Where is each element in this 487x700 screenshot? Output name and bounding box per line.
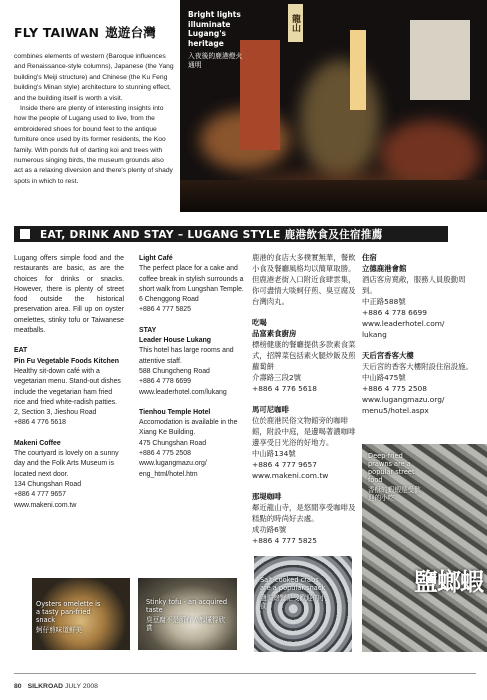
- header-title-zh: 遨遊台灣: [105, 25, 157, 40]
- page-footer: [14, 683, 98, 690]
- section-band: [14, 226, 448, 242]
- col4-desc-1: 酒店客房寬敞，服務人員殷勤周到。: [362, 275, 466, 295]
- col2-desc-2: This hotel has large rooms and attentive staff.: [139, 347, 234, 365]
- intro-paragraph-2: Inside there are plenty of interesting insights into how the people of Lugang used to live, from the embroidered shoes for bound feet to the antique furniture once used by its former residents, the Koo family. With ponds full of darting koi and trees with numerous singing birds, the museum grounds also act as a relaxing diversion and there's plenty of shady spots in which to rest.: [14, 105, 173, 185]
- col4-web-1a[interactable]: www.leaderhotel.com/: [362, 319, 445, 328]
- p2-caption-en: Stinky tofu - an acquired taste: [146, 598, 228, 614]
- col1-desc-1: Healthy sit-down café with a vegetarian menu. Stand-out dishes include the vegetarian ham fried rice and fried white-radish patties.: [14, 367, 121, 406]
- col4-tel-2: +886 4 775 2508: [362, 384, 427, 393]
- col4-desc-2: 天后宮的香客大樓附設住宿設施。: [362, 362, 473, 371]
- col4-section: 住宿: [362, 253, 377, 262]
- col3-desc-1: 標榜健康的餐廳提供多款素食菜式，招牌菜包括素火腿炒飯及煎蘿蔔餅: [252, 340, 356, 371]
- photo-caption-zh: 入夜後的鹿港燈火通明: [188, 52, 243, 69]
- col4-addr-2: 中山路475號: [362, 373, 406, 382]
- col3-name-1: 品富素食廚房: [252, 329, 297, 338]
- col2-section: STAY: [139, 326, 157, 334]
- p2-caption-zh: 臭豆腐不是所有人都懂得欣賞: [146, 616, 226, 632]
- page-number: 80: [14, 683, 22, 690]
- col2-addr-2: 588 Chungcheng Road: [139, 367, 210, 375]
- col2-addr-3: 475 Chungshan Road: [139, 439, 207, 447]
- header-title-en: FLY TAIWAN: [14, 25, 100, 40]
- col4-name-2: 天后宮香客大樓: [362, 351, 414, 360]
- intro-paragraph-1: combines elements of western (Baroque influences and Renaissance-style columns), Japanese (the Yang building's Meiji structure) and Chinese (the Ku Feng building's Minan style) architecture to stunning effect, and the building itself is worth a visit.: [14, 53, 174, 102]
- col1-section: EAT: [14, 347, 28, 355]
- fried-prawns-photo: [362, 444, 487, 652]
- col1-name-2: Makeni Coffee: [14, 439, 61, 447]
- p3-caption-en: Salt-cooked crabs are a popular snack: [260, 576, 326, 592]
- col3-web-2[interactable]: www.makeni.com.tw: [252, 471, 329, 480]
- night-street-photo: [180, 0, 487, 212]
- col1-tel-2: +886 4 777 9657: [14, 491, 66, 499]
- col4-web-2a[interactable]: www.lugangmazu.org/: [362, 395, 445, 404]
- col3-desc-3: 鄰近龍山寺，是悠閒享受咖啡及糕點的時尚好去處。: [252, 503, 356, 523]
- col4-web-2b[interactable]: menu5/hotel.aspx: [362, 406, 429, 415]
- stinky-tofu-photo: [138, 578, 237, 650]
- footer-rule: [14, 673, 476, 674]
- col2-tel-2: +886 4 778 6699: [139, 378, 191, 386]
- col3-intro: 鹿港的食店大多樸實無華，餐飲小食及餐廳風格均以簡單取勝。但鹿港老街入口附近食肆雲集，你可盡情大啖蚵仔煎、臭豆腐及台灣肉丸。: [252, 253, 356, 306]
- band-title-en: EAT, DRINK AND STAY – LUGANG STYLE: [40, 229, 281, 241]
- col3-name-2: 馬可尼咖啡: [252, 405, 289, 414]
- col4-web-1b[interactable]: lukang: [362, 330, 387, 339]
- oyster-omelette-photo: [32, 578, 130, 650]
- col4-addr-1: 中正路588號: [362, 297, 406, 306]
- col3-addr-1: 介壽路三段2號: [252, 373, 302, 382]
- col3-tel-1: +886 4 776 5618: [252, 384, 317, 393]
- col2-web-3b[interactable]: eng_html/hotel.htm: [139, 470, 198, 478]
- col3-addr-3: 成功路6號: [252, 525, 287, 534]
- column-4: [362, 252, 480, 416]
- band-title-zh: 鹿港飲食及住宿推薦: [284, 229, 383, 241]
- col1-addr-2: 134 Chungshan Road: [14, 480, 82, 488]
- photo-caption-en: Bright lights illuminate Lugang's heritage: [188, 10, 241, 48]
- col2-desc-3: Accomodation is available in the Xiang Ke Building.: [139, 419, 238, 437]
- col1-addr-1: 2, Section 3, Jieshou Road: [14, 409, 97, 417]
- col3-tel-3: +886 4 777 5825: [252, 536, 317, 545]
- col1-tel-1: +886 4 776 5618: [14, 419, 66, 427]
- col2-tel-3: +886 4 775 2508: [139, 450, 191, 458]
- column-1: [14, 254, 124, 511]
- col3-section: 吃喝: [252, 318, 267, 327]
- salt-crabs-photo: [254, 556, 352, 652]
- col2-name-1: Light Café: [139, 255, 173, 262]
- intro-text: [14, 52, 174, 187]
- column-2: [139, 254, 251, 480]
- col2-desc-1: The perfect place for a cake and coffee break in stylish surrounds a short walk from Lungshan Temple.: [139, 265, 244, 293]
- col2-name-3: Tienhou Temple Hotel: [139, 408, 211, 416]
- issue-date: JULY 2008: [64, 683, 98, 690]
- col3-desc-2: 位於鹿港民俗文物館旁的咖啡館，附設中庭，是邊喝著濃咖啡邊享受日光浴的好地方。: [252, 416, 356, 447]
- p1-caption-zh: 蚵仔煎味道鮮美: [36, 626, 83, 634]
- temple-sign: 龍山: [288, 4, 303, 42]
- photo-caption: [188, 10, 248, 69]
- col3-tel-2: +886 4 777 9657: [252, 460, 317, 469]
- p3-caption-zh: 鹽焗螃蟹是受歡迎的小食: [260, 594, 326, 610]
- col1-intro: Lugang offers simple food and the restaurants are basic, as are the choices for drinks or snacks. However, there is plenty of street food outside the historical preservation area. Fill up on oyster omelettes, stinky tofu or Taiwanese meatballs.: [14, 255, 124, 335]
- magazine-name: SILKROAD: [27, 683, 64, 690]
- band-square-icon: [20, 229, 30, 239]
- p4-caption-en: Deep-fried prawns are a popular street food: [368, 452, 415, 484]
- col2-addr-1: 6 Chenggong Road: [139, 296, 199, 304]
- col1-name-1: Pin Fu Vegetable Foods Kitchen: [14, 357, 119, 365]
- col2-web-3a[interactable]: www.lugangmazu.org/: [139, 460, 207, 468]
- col3-name-3: 那堤咖啡: [252, 492, 282, 501]
- p4-caption-zh: 香酥的蝦蝦是受歡迎的小吃: [368, 486, 421, 502]
- prawn-sign-text: 鹽螂蝦: [414, 568, 483, 596]
- col2-name-2: Leader House Lukang: [139, 337, 211, 345]
- col4-tel-1: +886 4 778 6699: [362, 308, 427, 317]
- col2-web-2[interactable]: www.leaderhotel.com/lukang: [139, 388, 227, 396]
- col1-desc-2: The courtyard is lovely on a sunny day and the Folk Arts Museum is located next door.: [14, 450, 119, 478]
- column-3: [252, 252, 356, 546]
- p1-caption-en: Oysters omelette is a tasty pan-fried snack: [36, 600, 101, 624]
- col1-web-2[interactable]: www.makeni.com.tw: [14, 501, 77, 509]
- col3-addr-2: 中山路134號: [252, 449, 296, 458]
- col2-tel-1: +886 4 777 5825: [139, 306, 191, 314]
- col4-name-1: 立德鹿港會館: [362, 264, 407, 273]
- section-header: [14, 23, 156, 41]
